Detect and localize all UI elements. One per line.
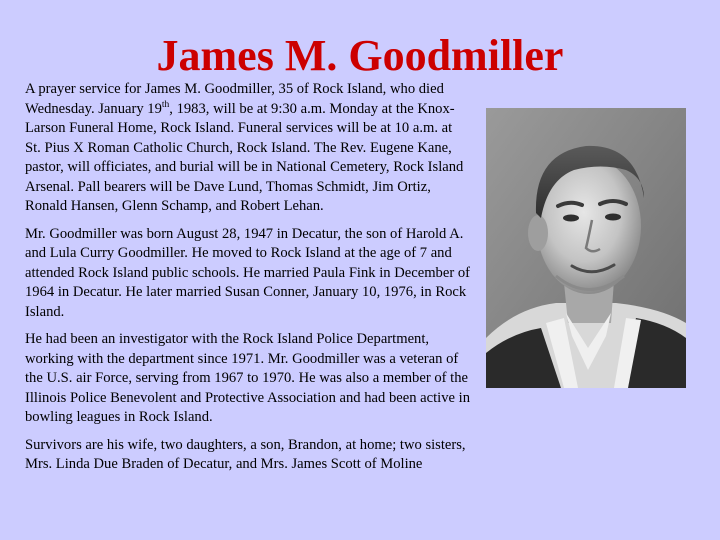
paragraph-service-part2: , 1983, will be at 9:30 a.m. Monday at the Knox-Larson Funeral Home, Rock Island. Funeral services will be at 10 a.m. at St. Pius X Roman Catholic Church, Rock Island. The Rev. Eugene Kane, pastor, will officiates, and burial will be in National Cemetery, Rock Island Arsenal. Pall bearers will be Dave Lund, Thomas Schmidt, Jim Ortiz, Ronald Hansen, Glenn Schamp, and Robert Lehan. — [25, 100, 464, 214]
portrait-photo — [486, 108, 686, 388]
page-title: James M. Goodmiller — [156, 31, 564, 80]
ordinal-suffix: th — [161, 99, 170, 110]
paragraph-biography: Mr. Goodmiller was born August 28, 1947 in Decatur, the son of Harold A. and Lula Curry Goodmiller. He moved to Rock Island at the age of 7 and attended Rock Island public schools. He married Paula Fink in December of 1964 in Decatur. He later married Susan Conner, January 10, 1976, in Rock Island. — [25, 225, 470, 320]
paragraph-career: He had been an investigator with the Rock Island Police Department, working with the department since 1971. Mr. Goodmiller was a veteran of the U.S. air Force, serving from 1967 to 1970. He was also a member of the Illinois Police Benevolent and Protective Association and had been active in bowling leagues in Rock Island. — [25, 331, 470, 425]
paragraph-service-part1: A prayer service for James M. Goodmiller, 35 of Rock Island, who died Wednesday. January 19 — [25, 81, 444, 117]
paragraph-service — [25, 80, 470, 217]
paragraph-survivors: Survivors are his wife, two daughters, a son, Brandon, at home; two sisters, Mrs. Linda Due Braden of Decatur, and Mrs. James Scott of Moline — [25, 436, 466, 472]
portrait-illustration — [486, 108, 686, 388]
obituary-text — [25, 80, 470, 483]
